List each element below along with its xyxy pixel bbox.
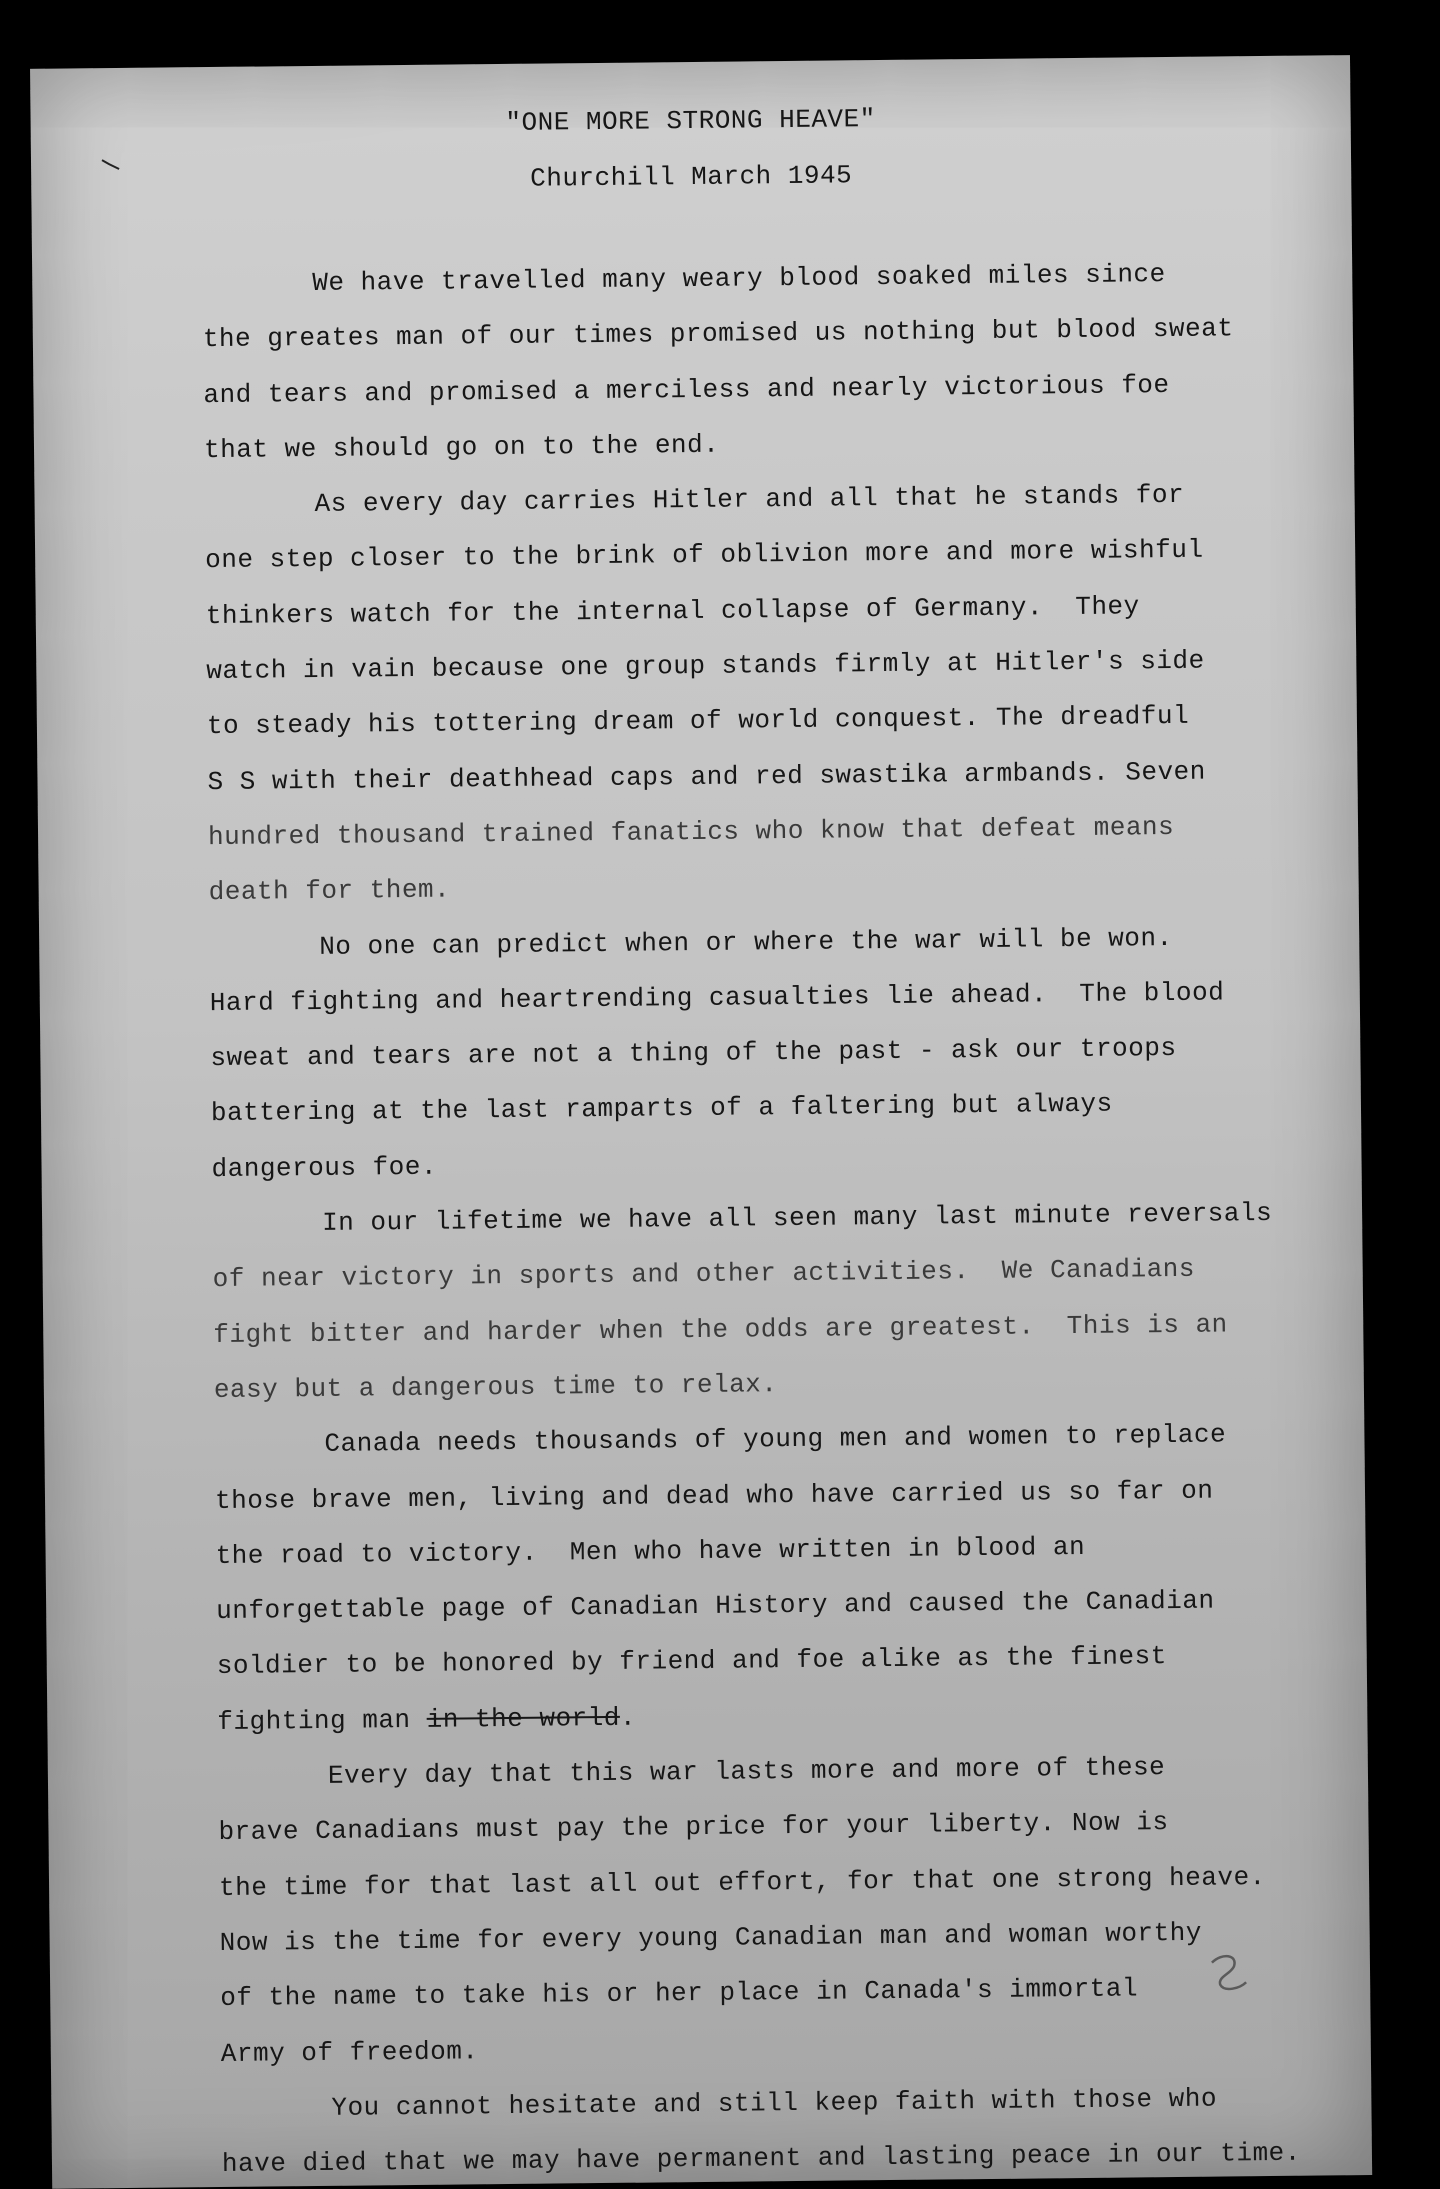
text-line: S S with their deathhead caps and red swastika armbands. Seven xyxy=(207,756,1206,797)
text-line: We have travelled many weary blood soaked miles since xyxy=(312,259,1166,298)
paragraph xyxy=(218,1738,1351,2082)
paragraph xyxy=(204,466,1339,920)
text-line: watch in vain because one group stands firmly at Hitler's side xyxy=(206,645,1205,687)
text-line: You cannot hesitate and still keep faith with those who xyxy=(331,2083,1218,2123)
struck-text: in the world xyxy=(426,1702,621,1735)
text-line: easy but a dangerous time to relax. xyxy=(213,1369,778,1405)
text-line: dangerous foe. xyxy=(211,1151,438,1184)
text-line: the time for that last all out effort, for that one strong heave. xyxy=(218,1861,1266,1903)
text-line: Army of freedom. xyxy=(220,2035,479,2069)
handwritten-mark xyxy=(1200,1948,1261,1999)
text-line: As every day carries Hitler and all that he stands for xyxy=(314,480,1185,520)
text-line: Every day that this war lasts more and more of these xyxy=(327,1752,1166,1791)
text-line: the greates man of our times promised us nothing but blood sweat xyxy=(202,313,1234,355)
document-body xyxy=(202,245,1352,2189)
document-title: "ONE MORE STRONG HEAVE" xyxy=(505,104,876,138)
text-line-start: fighting man xyxy=(217,1704,427,1737)
text-line: thinkers watch for the internal collapse of Germany. They xyxy=(205,591,1140,631)
text-line: soldier to be honored by friend and foe alike as the finest xyxy=(216,1641,1167,1682)
text-line: hundred thousand trained fanatics who know that defeat means xyxy=(207,811,1175,853)
paragraph xyxy=(212,1185,1344,1418)
text-line: have died that we may have permanent and lasting peace in our time. xyxy=(221,2137,1301,2180)
text-line: of the name to take his or her place in Canada's immortal xyxy=(220,1973,1139,2014)
paragraph xyxy=(221,2070,1352,2189)
paragraph xyxy=(214,1406,1347,1750)
document-page xyxy=(30,55,1372,2189)
text-line: In our lifetime we have all seen many last minute reversals xyxy=(321,1198,1273,1238)
text-line: death for them. xyxy=(208,874,451,908)
text-line: one step closer to the brink of oblivion more and more wishful xyxy=(205,535,1204,576)
text-line: that we should go on to the end. xyxy=(203,429,720,465)
paragraph xyxy=(202,245,1334,478)
text-line: fight bitter and harder when the odds are greatest. This is an xyxy=(213,1309,1228,1350)
text-line: unforgettable page of Canadian History and caused the Canadian xyxy=(216,1585,1215,1627)
text-line: the road to victory. Men who have written in blood an xyxy=(215,1531,1086,1571)
text-line: of near victory in sports and other activities. We Canadians xyxy=(212,1254,1196,1295)
text-line: those brave men, living and dead who have carried us so far on xyxy=(214,1475,1214,1516)
text-line: to steady his tottering dream of world conquest. The dreadful xyxy=(206,701,1190,742)
text-line: Canada needs thousands of young men and women to replace xyxy=(324,1419,1227,1460)
text-line: brave Canadians must pay the price for your liberty. Now is xyxy=(218,1807,1169,1848)
text-line: No one can predict when or where the war will be won. xyxy=(319,922,1173,962)
text-line: and tears and promised a merciless and nearly victorious foe xyxy=(203,369,1170,410)
text-line: sweat and tears are not a thing of the past - ask our troops xyxy=(210,1033,1177,1074)
text-line: Now is the time for every young Canadian man and woman worthy xyxy=(219,1917,1203,1958)
paragraph xyxy=(209,909,1342,1197)
text-line-end: . xyxy=(619,1702,637,1733)
text-line: battering at the last ramparts of a faltering but always xyxy=(210,1089,1113,1129)
text-line: Hard fighting and heartrending casualties lie ahead. The blood xyxy=(209,977,1225,1018)
document-subtitle: Churchill March 1945 xyxy=(530,160,853,194)
